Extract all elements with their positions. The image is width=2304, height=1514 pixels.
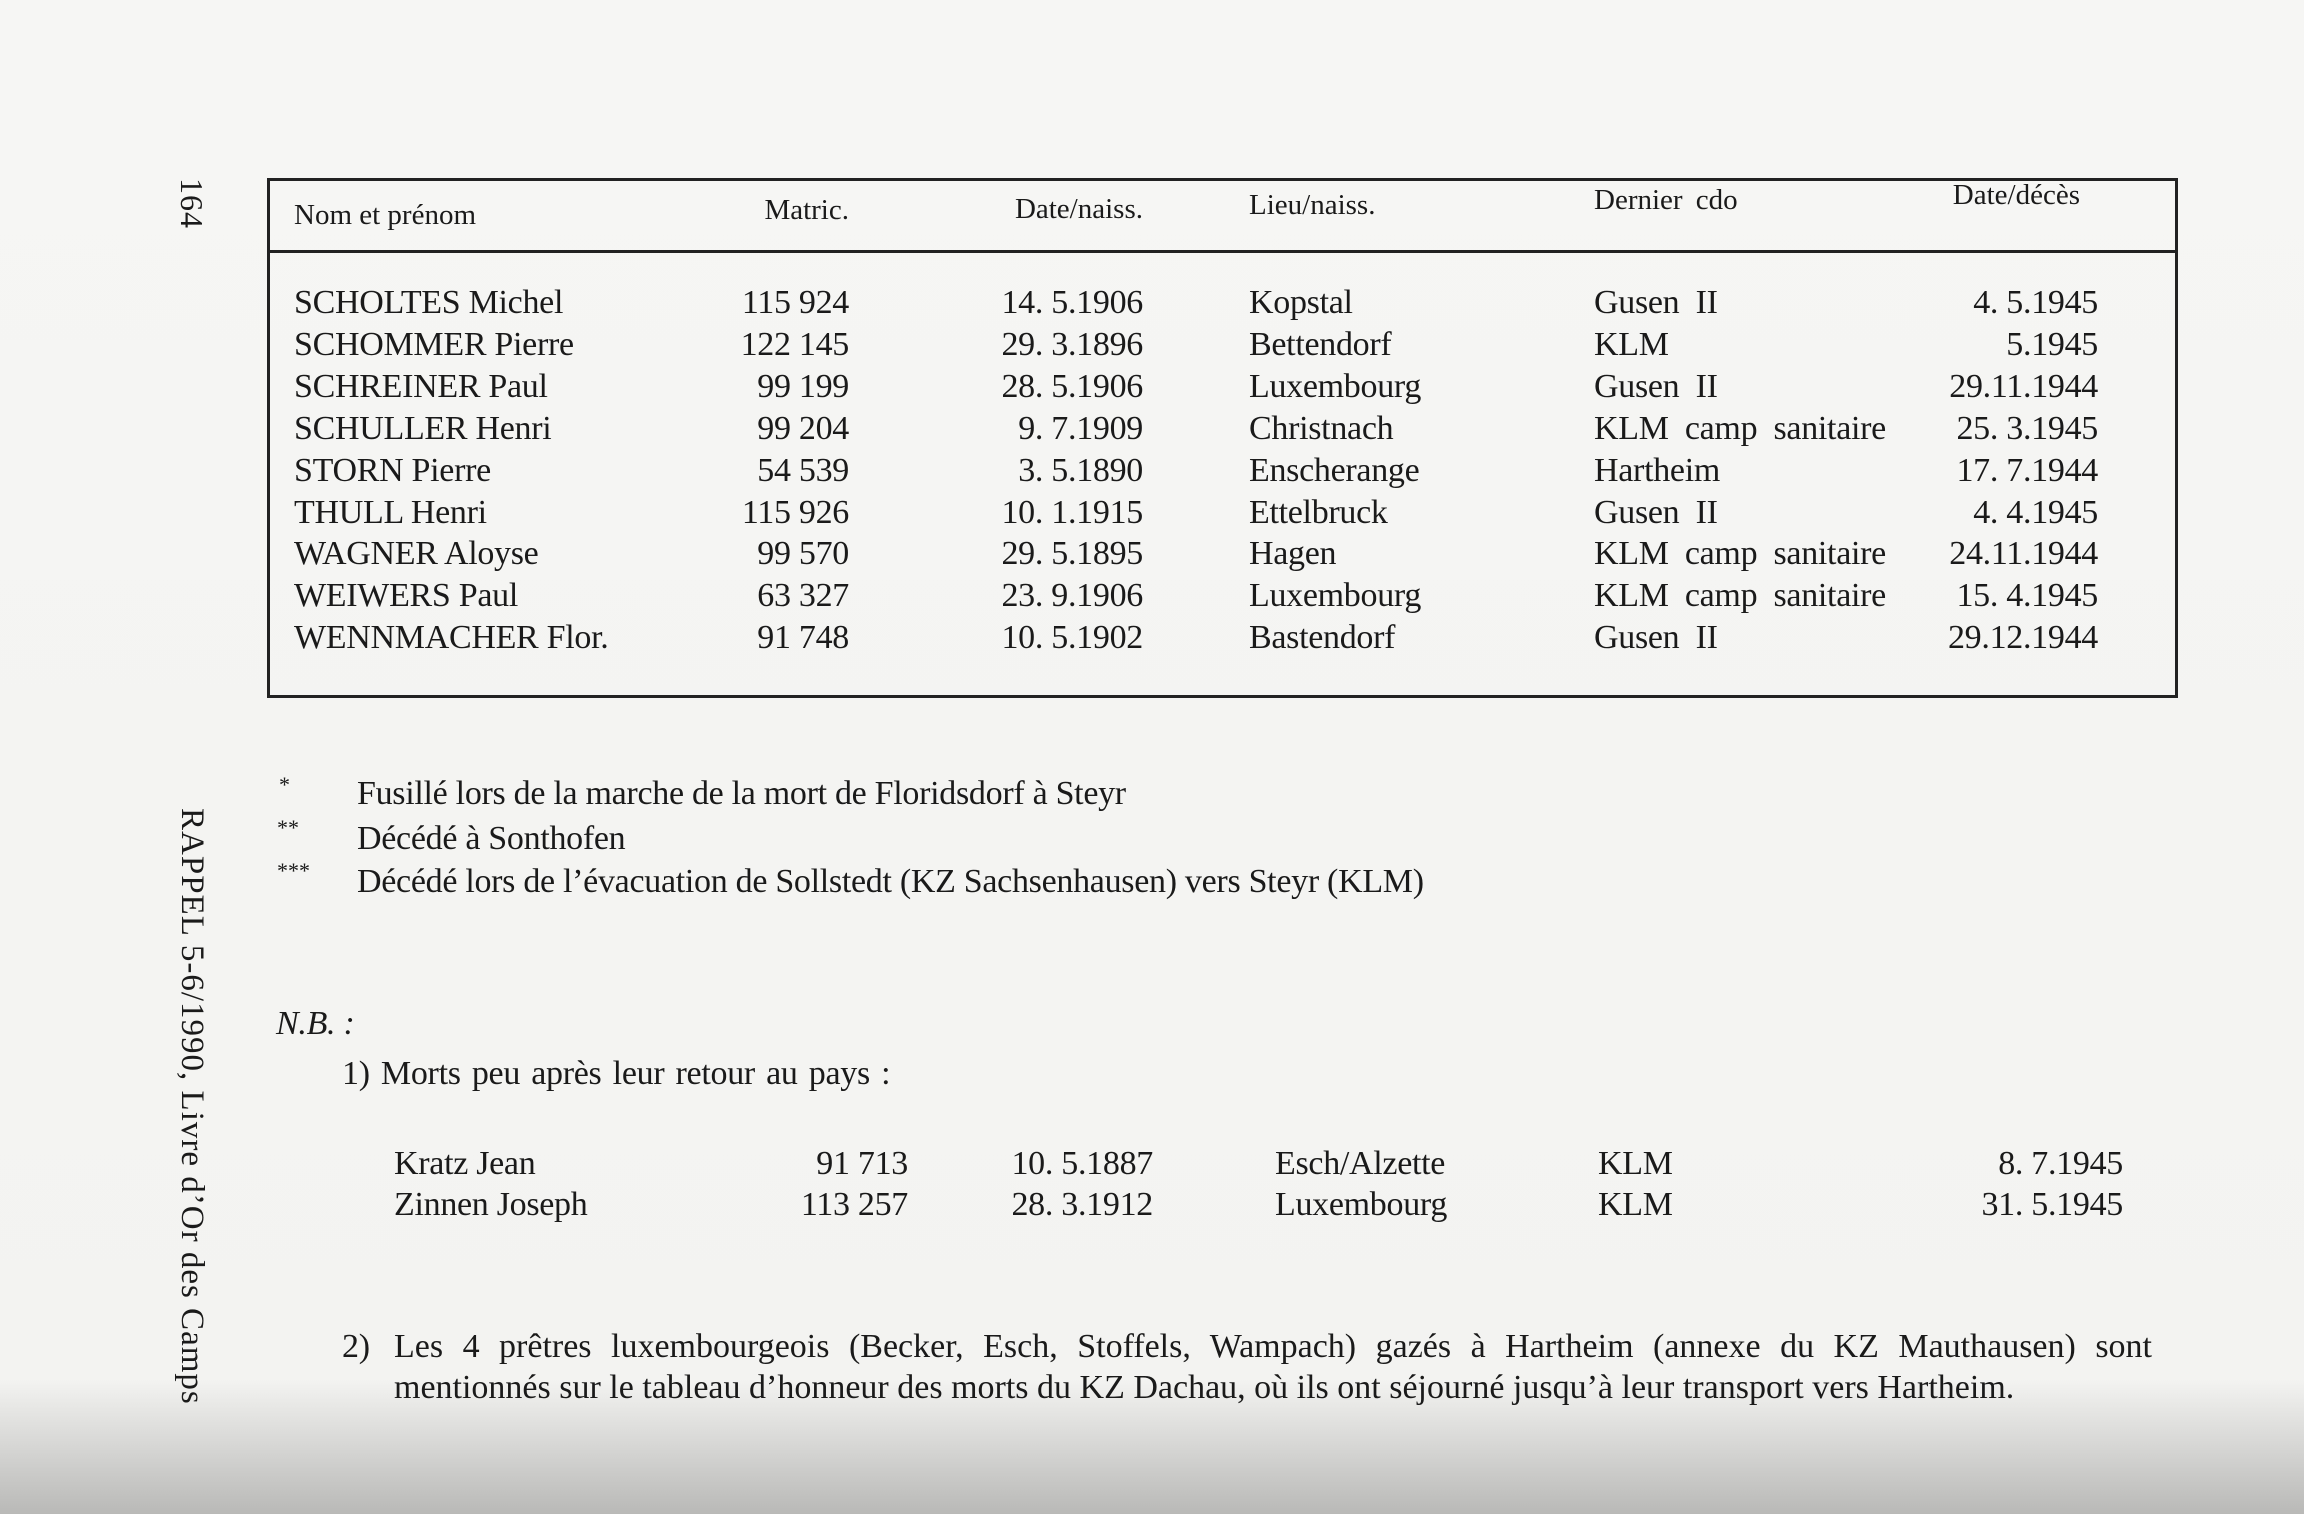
cell-death-date: 25. 3.1945	[1956, 409, 2098, 447]
cell-birth-date: 10. 5.1887	[1011, 1145, 1153, 1182]
nb-label: N.B. :	[276, 1005, 355, 1042]
footnote-text: Décédé lors de l’évacuation de Sollstedt (KZ Sachsenhausen) vers Steyr (KLM)	[357, 863, 1424, 900]
cell-matric: 113 257	[800, 1186, 908, 1223]
table-row	[0, 1143, 2304, 1185]
footnote-text: Fusillé lors de la marche de la mort de Floridsdorf à Steyr	[357, 775, 1126, 812]
cell-birth-place: Luxembourg	[1275, 1186, 1448, 1223]
cell-last-camp: Gusen II	[1594, 493, 1718, 531]
table-row	[0, 450, 2304, 492]
cell-name: Zinnen Joseph	[394, 1186, 588, 1223]
cell-death-date: 24.11.1944	[1949, 535, 2098, 573]
cell-death-date: 31. 5.1945	[1981, 1186, 2123, 1223]
cell-name: Kratz Jean	[394, 1145, 536, 1182]
table-row	[0, 1184, 2304, 1226]
cell-birth-date: 3. 5.1890	[1018, 451, 1143, 489]
cell-birth-date: 9. 7.1909	[1018, 409, 1143, 447]
cell-last-camp: Hartheim	[1594, 451, 1720, 489]
footnote-mark: **	[277, 815, 299, 840]
table-row	[0, 408, 2304, 450]
cell-birth-place: Luxembourg	[1249, 577, 1422, 615]
header-death-date: Date/décès	[1952, 179, 2080, 211]
cell-birth-place: Christnach	[1249, 409, 1394, 447]
cell-name: THULL Henri	[294, 493, 487, 531]
cell-death-date: 4. 5.1945	[1973, 284, 2098, 321]
nb-item-1: 1) Morts peu après leur retour au pays :	[342, 1055, 891, 1092]
cell-matric: 91 713	[816, 1145, 908, 1182]
table-row	[0, 492, 2304, 534]
cell-name: WAGNER Aloyse	[294, 535, 539, 573]
header-last-camp: Dernier cdo	[1594, 184, 1738, 216]
cell-last-camp: KLM	[1594, 325, 1669, 363]
cell-last-camp: KLM camp sanitaire	[1594, 409, 1886, 447]
cell-name: SCHOLTES Michel	[294, 284, 564, 321]
table-row	[0, 324, 2304, 366]
cell-matric: 99 570	[757, 535, 849, 573]
cell-name: WEIWERS Paul	[294, 577, 518, 615]
cell-birth-date: 29. 5.1895	[1001, 535, 1143, 573]
cell-last-camp: Gusen II	[1594, 284, 1718, 321]
nb-item-2-text: Les 4 prêtres luxembourgeois (Becker, Esch, Stoffels, Wampach) gazés à Hartheim (annexe du KZ Mauthausen) sont mentionnés sur le tableau d’honneur des morts du KZ Dachau, où ils ont séjourné jusqu’à leur transport vers Hartheim.	[394, 1328, 2152, 1406]
cell-matric: 99 204	[757, 409, 849, 447]
cell-matric: 122 145	[740, 325, 849, 363]
cell-last-camp: KLM camp sanitaire	[1594, 535, 1886, 573]
cell-last-camp: KLM	[1598, 1145, 1673, 1182]
cell-death-date: 15. 4.1945	[1956, 577, 2098, 615]
table-row	[0, 282, 2304, 324]
cell-name: SCHULLER Henri	[294, 409, 552, 447]
cell-death-date: 5.1945	[2006, 325, 2098, 363]
cell-birth-date: 29. 3.1896	[1001, 325, 1143, 363]
cell-death-date: 4. 4.1945	[1973, 493, 2098, 531]
cell-matric: 99 199	[757, 367, 849, 405]
table-row	[0, 617, 2304, 659]
cell-name: SCHOMMER Pierre	[294, 325, 574, 363]
page-number: 164	[174, 178, 210, 229]
cell-name: STORN Pierre	[294, 451, 491, 489]
footnote-mark: ***	[277, 858, 310, 883]
cell-birth-place: Ettelbruck	[1249, 493, 1388, 531]
cell-matric: 115 926	[741, 493, 849, 531]
table-row	[0, 366, 2304, 408]
cell-death-date: 8. 7.1945	[1998, 1145, 2123, 1182]
cell-birth-date: 23. 9.1906	[1001, 577, 1143, 615]
cell-matric: 63 327	[757, 577, 849, 615]
header-birth-place: Lieu/naiss.	[1249, 189, 1376, 221]
cell-birth-date: 10. 5.1902	[1001, 619, 1143, 657]
cell-last-camp: KLM camp sanitaire	[1594, 577, 1886, 615]
cell-birth-date: 28. 5.1906	[1001, 367, 1143, 405]
cell-death-date: 17. 7.1944	[1956, 451, 2098, 489]
nb-item-2-number: 2)	[342, 1328, 370, 1365]
cell-last-camp: KLM	[1598, 1186, 1673, 1223]
cell-last-camp: Gusen II	[1594, 619, 1718, 657]
cell-name: SCHREINER Paul	[294, 367, 548, 405]
footnote-mark: *	[279, 772, 290, 797]
cell-birth-date: 10. 1.1915	[1001, 493, 1143, 531]
footnote-text: Décédé à Sonthofen	[357, 820, 626, 857]
cell-matric: 54 539	[757, 451, 849, 489]
table-header-divider	[267, 250, 2178, 253]
cell-birth-place: Bettendorf	[1249, 325, 1392, 363]
cell-matric: 91 748	[757, 619, 849, 657]
cell-birth-place: Kopstal	[1249, 284, 1353, 321]
cell-death-date: 29.11.1944	[1949, 367, 2098, 405]
header-birth-date: Date/naiss.	[1014, 193, 1143, 225]
cell-birth-place: Esch/Alzette	[1275, 1145, 1446, 1182]
cell-birth-place: Luxembourg	[1249, 367, 1422, 405]
header-name: Nom et prénom	[294, 199, 477, 231]
table-row	[0, 575, 2304, 617]
running-title: RAPPEL 5-6/1990, Livre d’Or des Camps	[174, 808, 210, 1405]
cell-birth-date: 28. 3.1912	[1011, 1186, 1153, 1223]
cell-birth-place: Enscherange	[1249, 451, 1420, 489]
cell-birth-date: 14. 5.1906	[1001, 284, 1143, 321]
cell-birth-place: Bastendorf	[1249, 619, 1396, 657]
header-matric: Matric.	[764, 194, 849, 226]
cell-death-date: 29.12.1944	[1947, 619, 2098, 657]
table-row	[0, 533, 2304, 575]
cell-last-camp: Gusen II	[1594, 367, 1718, 405]
cell-matric: 115 924	[741, 284, 849, 321]
cell-name: WENNMACHER Flor.	[294, 619, 609, 657]
cell-birth-place: Hagen	[1249, 535, 1337, 573]
